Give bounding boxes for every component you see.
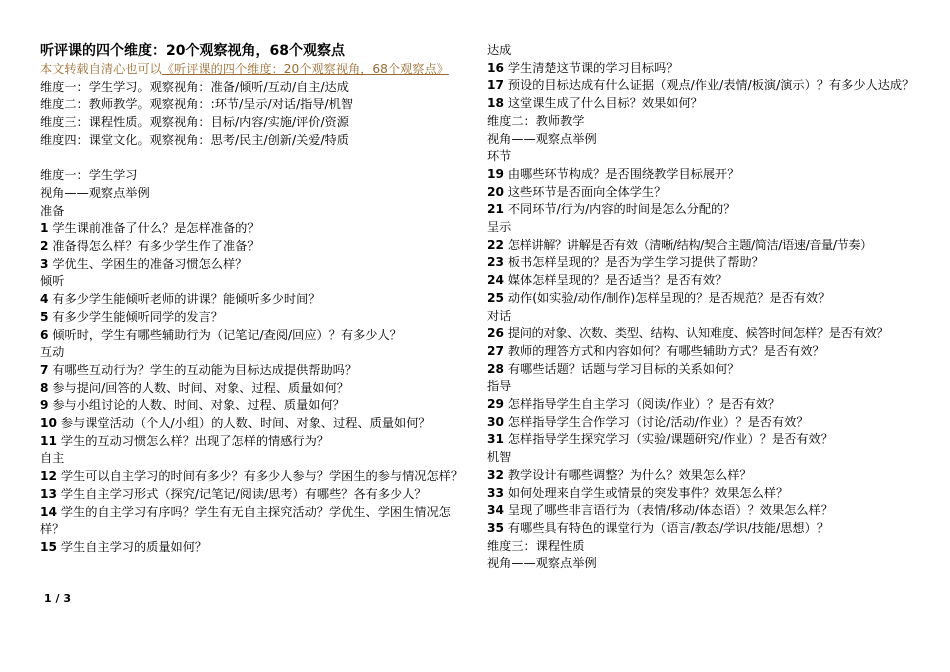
section-title: 维度二：教师教学 (487, 113, 585, 128)
item-number: 3 (40, 256, 49, 271)
item-text: 有多少学生能倾听老师的讲课？能倾听多少时间？ (52, 292, 321, 307)
item-number: 22 (487, 237, 504, 252)
perspective-heading: 倾听 (40, 274, 65, 289)
perspective-heading: 自主 (40, 451, 65, 466)
observation-item (40, 539, 470, 557)
item-number: 30 (487, 414, 504, 429)
item-number: 31 (487, 432, 504, 447)
section-subtitle: 视角——观察点举例 (487, 131, 597, 146)
item-text: 如何处理来自学生或情景的突发事件？效果怎么样？ (507, 485, 789, 500)
item-text: 学生清楚这节课的学习目标吗？ (507, 60, 679, 75)
item-text: 学生可以自主学习的时间有多少？有多少人参与？学困生的参与情况怎样？ (60, 469, 464, 484)
observation-item (40, 397, 470, 415)
perspective-heading: 环节 (487, 149, 512, 164)
observation-item (487, 272, 919, 290)
observation-item (40, 415, 470, 433)
item-number: 1 (40, 221, 49, 236)
item-number: 15 (40, 539, 57, 554)
item-number: 20 (487, 184, 504, 199)
observation-item (487, 414, 919, 432)
observation-item (487, 60, 919, 78)
item-number: 23 (487, 255, 504, 270)
observation-item (487, 485, 919, 503)
item-number: 21 (487, 202, 504, 217)
item-number: 14 (40, 504, 57, 519)
item-text: 参与提问/回答的人数、时间、对象、过程、质量如何？ (52, 380, 349, 395)
observation-item (487, 396, 919, 414)
observation-item (40, 327, 470, 345)
observation-item (40, 504, 470, 539)
item-number: 32 (487, 467, 504, 482)
item-text: 怎样指导学生自主学习（阅读/作业）？是否有效？ (507, 397, 781, 412)
item-text: 有哪些互动行为？学生的互动能为目标达成提供帮助吗？ (52, 362, 358, 377)
item-text: 提问的对象、次数、类型、结构、认知难度、候答时间怎样？是否有效？ (507, 326, 889, 341)
observation-item (487, 184, 919, 202)
observation-item (40, 220, 470, 238)
observation-item (40, 380, 470, 398)
section-subtitle: 视角——观察点举例 (40, 185, 150, 200)
observation-item (487, 290, 919, 308)
section-subtitle: 视角——观察点举例 (487, 556, 597, 571)
perspective-heading: 指导 (487, 379, 512, 394)
document-title: 听评课的四个维度：20个观察视角，68个观察点 (40, 43, 345, 59)
observation-item (487, 237, 919, 255)
observation-item (487, 361, 919, 379)
dimension-line: 维度一：学生学习。观察视角：准备/倾听/互动/自主/达成 (40, 79, 349, 94)
left-column (40, 42, 470, 557)
item-number: 25 (487, 290, 504, 305)
item-number: 24 (487, 273, 504, 288)
item-number: 9 (40, 398, 49, 413)
item-text: 不同环节/行为/内容的时间是怎么分配的？ (507, 202, 736, 217)
item-text: 有多少学生能倾听同学的发言？ (52, 309, 223, 324)
observation-item (40, 433, 470, 451)
perspective-heading: 互动 (40, 345, 65, 360)
item-text: 动作(如实验/动作/制作)怎样呈现的？是否规范？是否有效？ (507, 290, 831, 305)
observation-item (487, 520, 919, 538)
item-number: 8 (40, 380, 49, 395)
item-number: 35 (487, 520, 504, 535)
perspective-heading: 呈示 (487, 220, 512, 235)
observation-item (40, 486, 470, 504)
item-text: 学生自主学习形式（探究/记笔记/阅读/思考）有哪些？各有多少人？ (60, 486, 427, 501)
perspective-heading: 准备 (40, 203, 65, 218)
observation-item (487, 254, 919, 272)
section-title: 维度一：学生学习 (40, 168, 138, 183)
item-number: 18 (487, 96, 504, 111)
item-text: 学优生、学困生的准备习惯怎么样？ (52, 256, 248, 271)
spacer (40, 150, 470, 168)
item-number: 4 (40, 292, 49, 307)
item-text: 预设的目标达成有什么证据（观点/作业/表情/板演/演示）？有多少人达成？ (507, 78, 915, 93)
item-text: 学生自主学习的质量如何？ (60, 539, 208, 554)
perspective-heading: 达成 (487, 43, 512, 57)
page-number: 1 / 3 (44, 592, 71, 605)
item-number: 16 (487, 60, 504, 75)
right-column (487, 42, 919, 573)
item-number: 28 (487, 361, 504, 376)
item-number: 13 (40, 486, 57, 501)
observation-item (487, 343, 919, 361)
observation-item (40, 291, 470, 309)
item-number: 27 (487, 343, 504, 358)
item-number: 12 (40, 469, 57, 484)
item-number: 26 (487, 326, 504, 341)
item-text: 有哪些话题？话题与学习目标的关系如何？ (507, 361, 740, 376)
observation-item (487, 77, 919, 95)
observation-item (487, 502, 919, 520)
perspective-heading: 对话 (487, 308, 512, 323)
item-text: 这堂课生成了什么目标？效果如何？ (507, 96, 703, 111)
item-text: 参与课堂活动（个人/小组）的人数、时间、对象、过程、质量如何？ (60, 416, 431, 431)
item-number: 10 (40, 416, 57, 431)
item-text: 学生的互动习惯怎么样？出现了怎样的情感行为？ (60, 433, 329, 448)
item-text: 准备得怎么样？有多少学生作了准备？ (52, 239, 260, 254)
item-text: 媒体怎样呈现的？是否适当？是否有效？ (507, 273, 728, 288)
item-number: 33 (487, 485, 504, 500)
source-note (40, 61, 470, 79)
observation-item (40, 362, 470, 380)
dimension-line: 维度四：课堂文化。观察视角：思考/民主/创新/关爱/特质 (40, 132, 349, 147)
item-text: 学生的自主学习有序吗？学生有无自主探究活动？学优生、学困生情况怎样？ (40, 504, 451, 537)
item-text: 怎样讲解？讲解是否有效（清晰/结构/契合主题/简洁/语速/音量/节奏） (507, 237, 872, 252)
source-prefix: 本文转载自清心也可以 (40, 62, 162, 76)
item-text: 有哪些具有特色的课堂行为（语言/教态/学识/技能/思想）？ (507, 520, 829, 535)
item-number: 11 (40, 433, 57, 448)
observation-item (40, 238, 470, 256)
item-text: 参与小组讨论的人数、时间、对象、过程、质量如何？ (52, 398, 345, 413)
item-text: 教学设计有哪些调整？为什么？效果怎么样？ (507, 467, 752, 482)
item-number: 19 (487, 166, 504, 181)
item-number: 29 (487, 397, 504, 412)
item-text: 教师的理答方式和内容如何？有哪些辅助方式？是否有效？ (507, 343, 825, 358)
item-number: 17 (487, 78, 504, 93)
dimension-line: 维度二：教师教学。观察视角：:环节/呈示/对话/指导/机智 (40, 97, 354, 112)
item-text: 倾听时，学生有哪些辅助行为（记笔记/查阅/回应）？有多少人？ (52, 327, 402, 342)
observation-item (40, 256, 470, 274)
item-text: 板书怎样呈现的？是否为学生学习提供了帮助？ (507, 255, 764, 270)
item-text: 学生课前准备了什么？是怎样准备的？ (52, 221, 260, 236)
observation-item (487, 431, 919, 449)
item-text: 这些环节是否面向全体学生？ (507, 184, 667, 199)
item-text: 呈现了哪些非言语行为（表情/移动/体态语）？效果怎么样？ (507, 503, 833, 518)
observation-item (487, 201, 919, 219)
source-link[interactable]: 《听评课的四个维度：20个观察视角，68个观察点》 (161, 62, 449, 76)
observation-item (40, 309, 470, 327)
item-text: 怎样指导学生探究学习（实验/课题研究/作业）？是否有效？ (507, 432, 833, 447)
item-number: 34 (487, 503, 504, 518)
section-title: 维度三：课程性质 (487, 538, 585, 553)
dimension-line: 维度三：课程性质。观察视角：目标/内容/实施/评价/资源 (40, 115, 349, 130)
perspective-heading: 机智 (487, 450, 512, 465)
item-number: 2 (40, 239, 49, 254)
observation-item (487, 467, 919, 485)
item-text: 怎样指导学生合作学习（讨论/活动/作业）？是否有效？ (507, 414, 809, 429)
item-text: 由哪些环节构成？是否围绕教学目标展开？ (507, 166, 740, 181)
item-number: 6 (40, 327, 49, 342)
item-number: 5 (40, 309, 49, 324)
observation-item (487, 325, 919, 343)
observation-item (487, 166, 919, 184)
observation-item (40, 468, 470, 486)
observation-item (487, 95, 919, 113)
item-number: 7 (40, 362, 49, 377)
